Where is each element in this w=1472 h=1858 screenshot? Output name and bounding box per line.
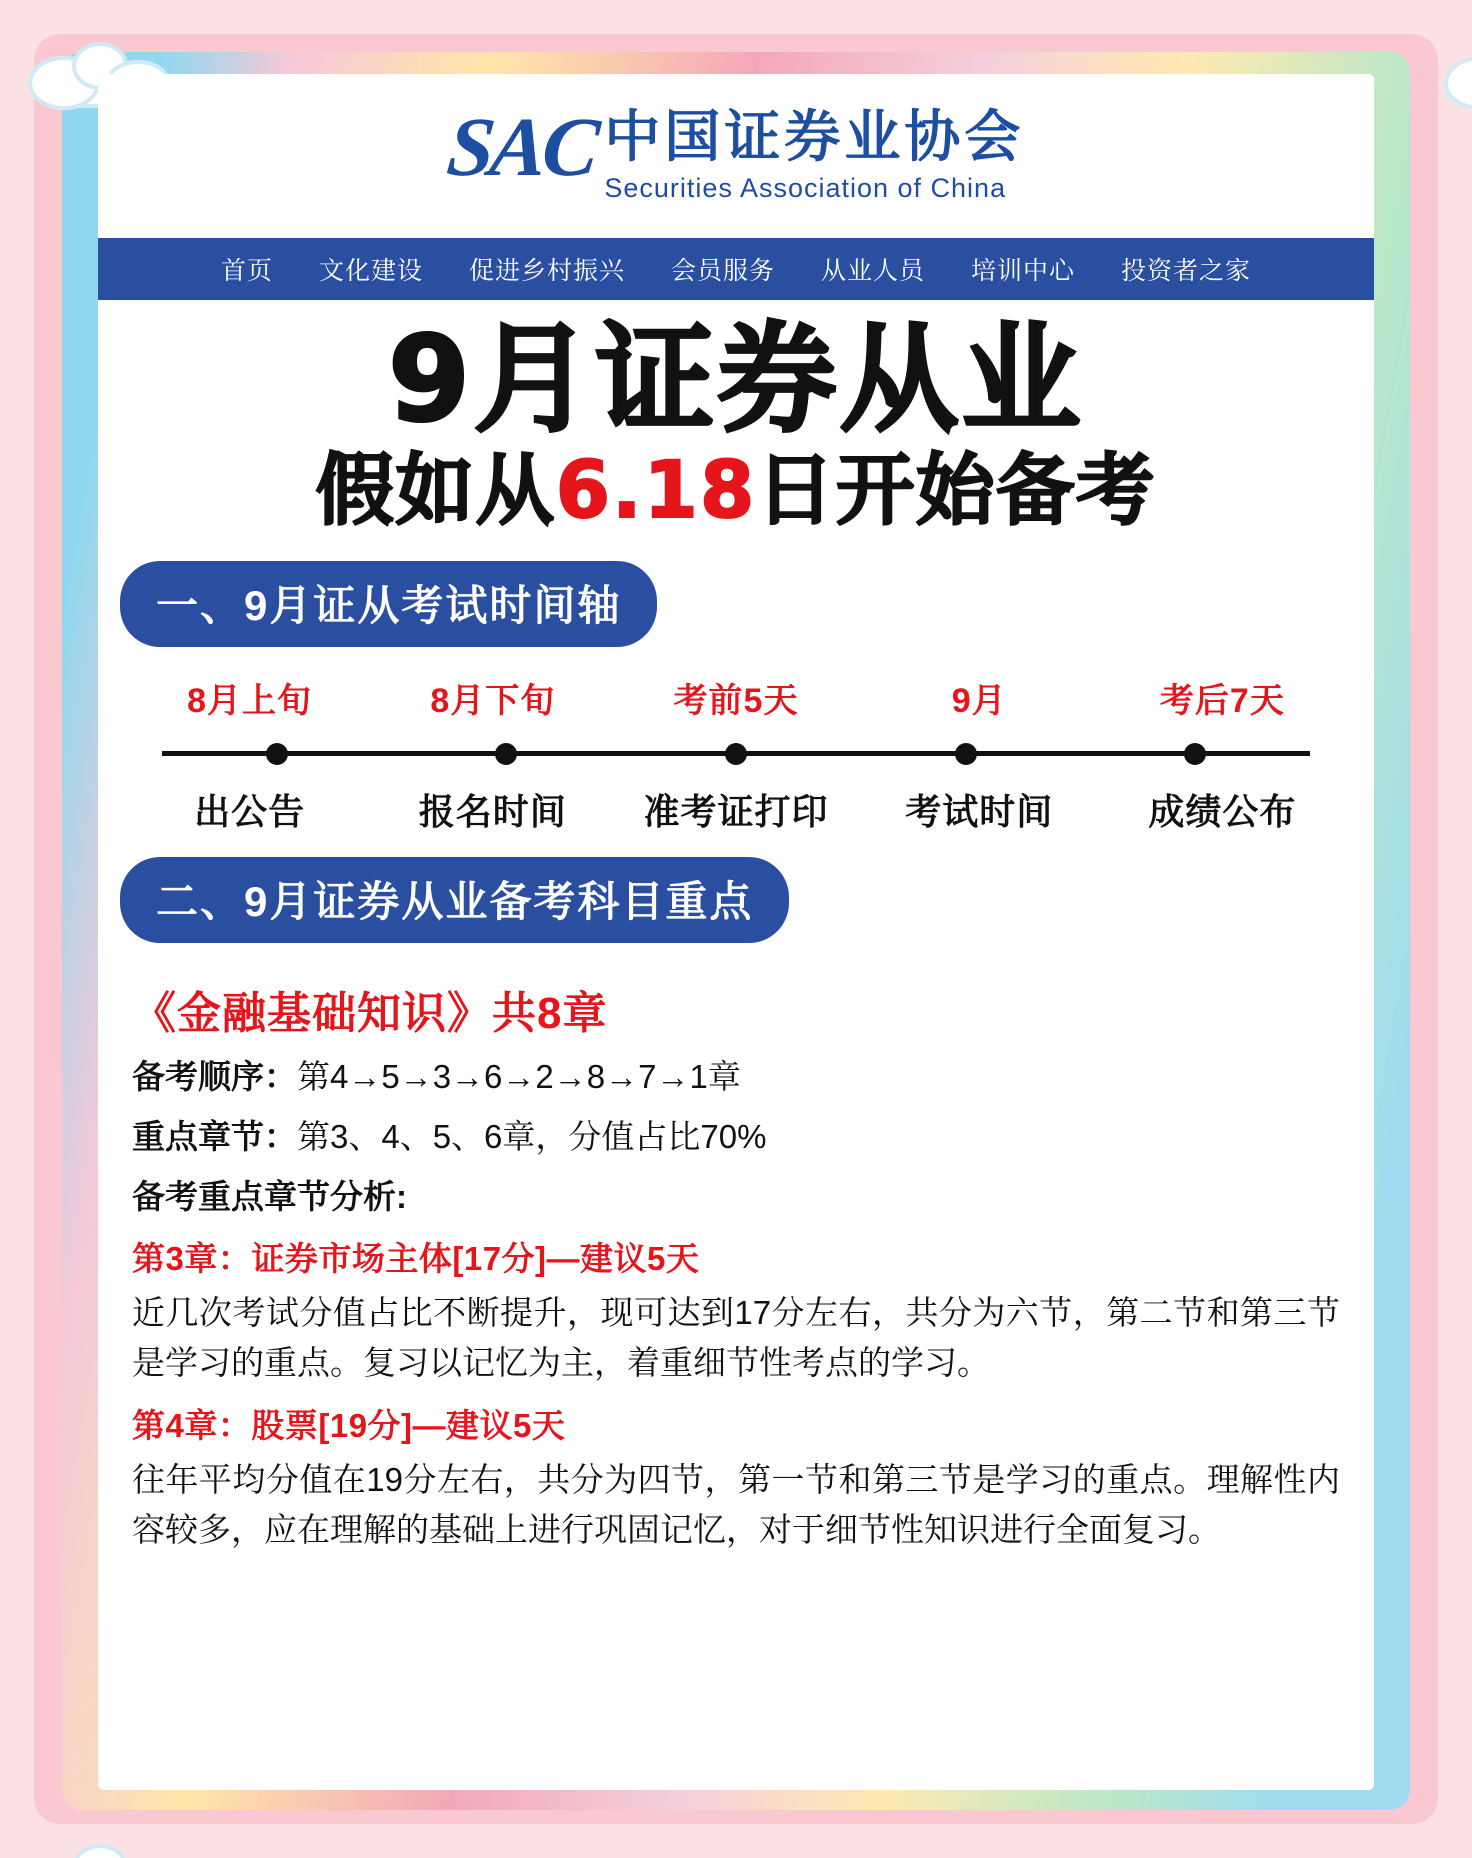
headline-sub-date: 6.18 [555,446,757,537]
site-header [98,74,1374,238]
main-nav [98,238,1374,300]
timeline-dot [266,743,288,765]
headline-sub [98,446,1374,537]
sac-logo-chinese: 中国证券业协会 [604,105,1025,169]
headline-main: 9月证券从业 [387,310,1085,448]
section-heading-one: 一、9月证从考试时间轴 [120,561,657,647]
timeline-top-label: 8月下旬 [430,682,556,721]
timeline-top-label: 考前5天 [673,682,799,721]
nav-item-investor-home[interactable]: 投资者之家 [1121,257,1252,285]
study-order-label: 备考顺序： [132,1058,297,1096]
study-order-value: 第4→5→3→6→2→8→7→1章 [297,1058,741,1096]
key-chapters-line [132,1113,1340,1161]
timeline-top-label: 9月 [951,682,1007,721]
nav-item-training-center[interactable]: 培训中心 [971,257,1076,285]
timeline-dot [955,743,977,765]
sac-logo-mark: SAC [442,101,600,195]
timeline-dots [162,736,1310,765]
timeline-bottom-label: 报名时间 [418,791,567,833]
timeline-bottom-label: 出公告 [194,791,306,833]
section-heading-two: 二、9月证券从业备考科目重点 [120,857,789,943]
timeline-bottom-label: 考试时间 [905,791,1054,833]
timeline-top-labels [128,673,1344,722]
timeline-top-label: 考后7天 [1159,682,1285,721]
timeline-bottom-labels [128,770,1344,835]
timeline-bottom-label: 准考证打印 [643,791,829,833]
chapter-4-heading: 第4章：股票[19分]—建议5天 [132,1407,566,1445]
chapter-4-body: 往年平均分值在19分左右，共分为四节，第一节和第三节是学习的重点。理解性内容较多，应在理解的基础上进行巩固记忆，对于细节性知识进行全面复习。 [132,1461,1340,1549]
headline-sub-prefix: 假如从 [315,446,556,537]
analysis-label: 备考重点章节分析: [132,1177,407,1215]
key-chapters-value: 第3、4、5、6章，分值占比70% [297,1118,767,1156]
exam-timeline [128,673,1344,835]
study-order-line [132,1053,1340,1101]
subject-content [98,977,1374,1555]
page-body [98,74,1374,1790]
timeline-top-label: 8月上旬 [187,682,313,721]
timeline-axis [162,736,1310,770]
timeline-dot [495,743,517,765]
subject-title: 《金融基础知识》共8章 [132,989,608,1039]
chapter-3-body: 近几次考试分值占比不断提升，现可达到17分左右，共分为六节，第二节和第三节是学习的重点。复习以记忆为主，着重细节性考点的学习。 [132,1293,1340,1381]
headline-sub-suffix: 日开始备考 [756,446,1157,537]
nav-item-home[interactable]: 首页 [220,257,273,285]
nav-item-member-service[interactable]: 会员服务 [670,257,775,285]
nav-item-culture[interactable]: 文化建设 [318,257,423,285]
key-chapters-label: 重点章节： [132,1118,297,1156]
timeline-dot [725,743,747,765]
chapter-3-heading: 第3章：证券市场主体[17分]—建议5天 [132,1239,700,1277]
timeline-bottom-label: 成绩公布 [1148,791,1297,833]
headline-block [98,300,1374,539]
nav-item-practitioners[interactable]: 从业人员 [821,257,926,285]
sac-logo[interactable] [442,101,1025,204]
sac-logo-english: Securities Association of China [604,172,1007,203]
nav-item-rural[interactable]: 促进乡村振兴 [468,257,625,285]
timeline-dot [1184,743,1206,765]
